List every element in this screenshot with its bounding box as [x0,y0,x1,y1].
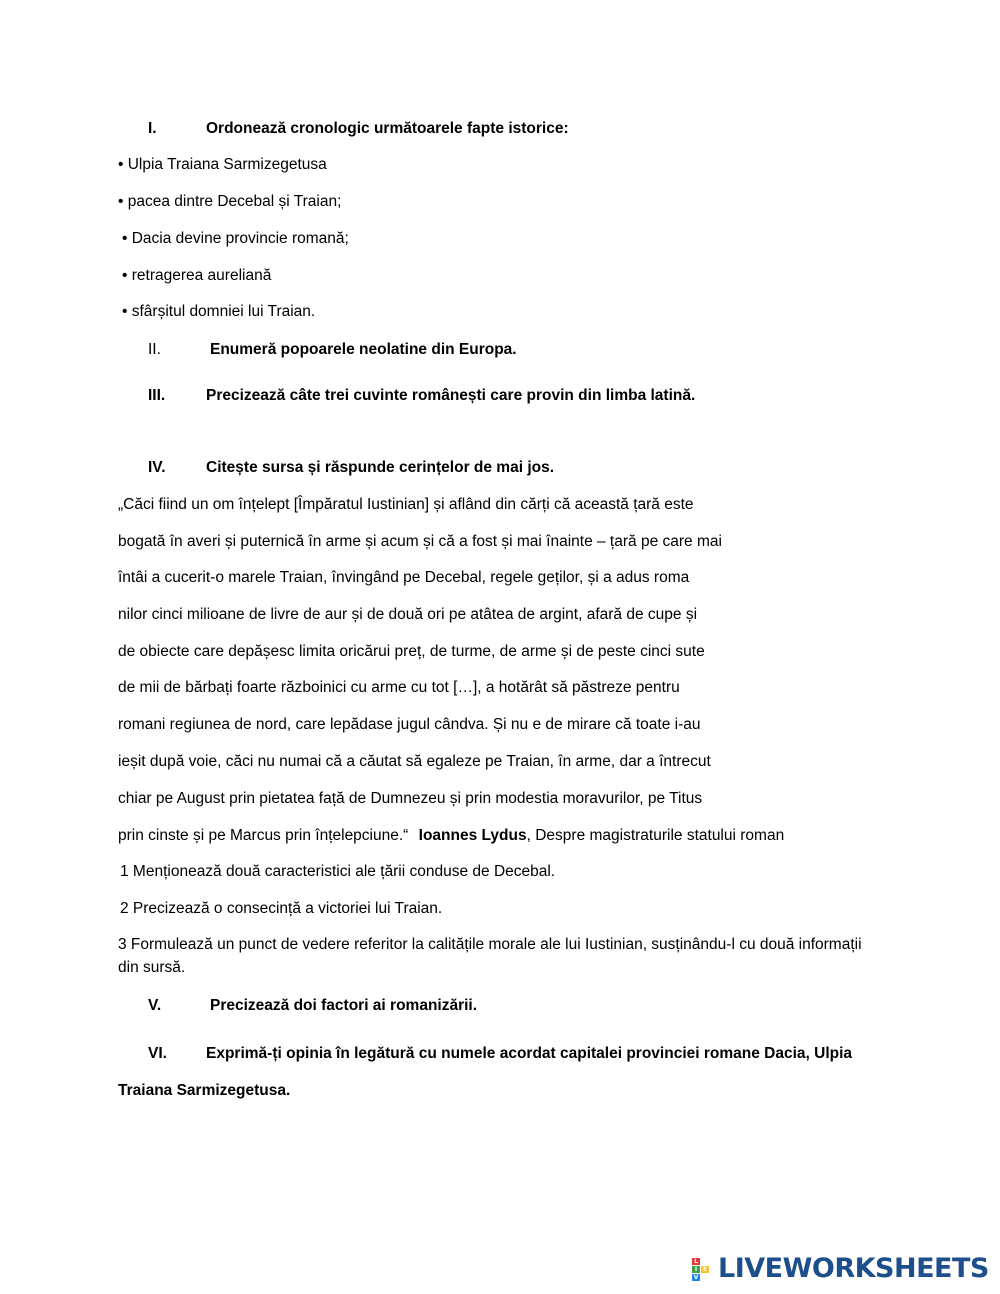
section-5-title: Precizează doi factori ai romanizării. [210,997,478,1014]
section-5-number: V. [148,997,162,1014]
source-line: „Căci fiind un om înțelept [Împăratul Iustinian] și aflând din cărți că această țară este [118,496,694,513]
source-line: de mii de bărbați foarte războinici cu arme cu tot […], a hotărât să păstreze pentru [118,679,680,696]
section-3-number: III. [148,387,166,404]
list-item: • sfârșitul domniei lui Traian. [122,303,316,320]
source-line: ieșit după voie, căci nu numai că a căutat să egaleze pe Traian, în arme, dar a întrecut [118,753,711,770]
source-line: nilor cinci milioane de livre de aur și de două ori pe atâtea de argint, afară de cupe și [118,606,698,623]
section-6-number: VI. [148,1045,167,1062]
question-item: 3 Formulează un punct de vedere referitor la calitățile morale ale lui Iustinian, susținându-l cu două informații din sursă. [118,936,862,976]
list-item: • Dacia devine provincie romană; [122,230,349,247]
list-item: • retragerea aureliană [122,267,272,284]
list-item: • pacea dintre Decebal și Traian; [118,193,342,210]
source-line: romani regiunea de nord, care lepădase jugul cândva. Și nu e de mirare că toate i-au [118,716,701,733]
question-item: 1 Menționează două caracteristici ale țării conduse de Decebal. [120,863,556,880]
section-3-title: Precizează câte trei cuvinte românești care provin din limba latină. [206,387,696,404]
section-6-title: Exprimă-ți opinia în legătură cu numele acordat capitalei provinciei romane Dacia, Ulpia [206,1045,853,1062]
section-2-title: Enumeră popoarele neolatine din Europa. [210,341,517,358]
source-author: Ioannes Lydus [418,827,527,844]
section-1-title: Ordonează cronologic următoarele fapte istorice: [206,120,569,137]
source-line: bogată în averi și puternică în arme și acum și că a fost și mai înainte – țară pe care mai [118,533,722,550]
source-citation-line [118,826,784,846]
source-line: întâi a cucerit-o marele Traian, învingând pe Decebal, regele geților, și a adus roma [118,569,690,586]
section-2-number: II. [148,341,161,358]
section-1-number: I. [148,120,157,137]
section-4-number: IV. [148,459,166,476]
question-item: 2 Precizează o consecință a victoriei lui Traian. [120,900,443,917]
source-line: de obiecte care depășesc limita oricărui preț, de turme, de arme și de peste cinci sute [118,643,705,660]
source-line-end: prin cinste și pe Marcus prin înțelepciune.“ [118,827,409,844]
liveworksheets-logo-text: LIVEWORKSHEETS [718,1253,989,1284]
liveworksheets-logo [692,1254,989,1284]
source-line: chiar pe August prin pietatea față de Dumnezeu și prin modestia moravurilor, pe Titus [118,790,703,807]
liveworksheets-logo-icon: L I V E [693,1258,708,1281]
source-work: , Despre magistraturile statului roman [526,827,785,844]
section-4-title: Citește sursa și răspunde cerințelor de mai jos. [206,459,555,476]
section-6-title-continued: Traiana Sarmizegetusa. [118,1082,291,1099]
list-item: • Ulpia Traiana Sarmizegetusa [118,156,327,173]
